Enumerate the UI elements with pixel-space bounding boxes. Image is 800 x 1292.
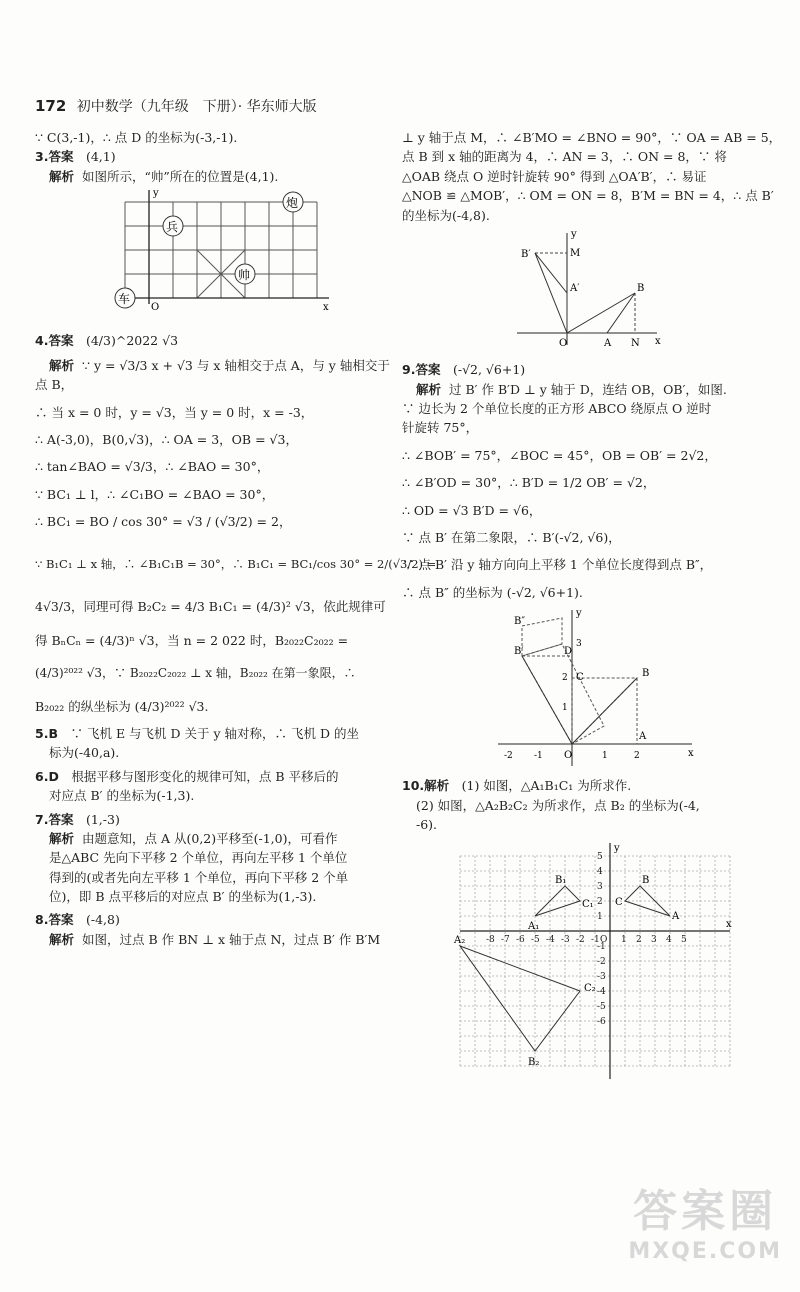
analysis-line: -6). — [416, 817, 438, 833]
b-label: B — [642, 874, 650, 886]
analysis-line: ∴ OD = √3 B′D = √6， — [402, 502, 542, 518]
text-line: 的坐标为(-4,8). — [402, 207, 490, 223]
question-8 — [35, 910, 385, 949]
y-tick-label: -1 — [597, 941, 606, 952]
analysis-line: ∵ BC₁ ⊥ l，∴ ∠C₁BO = ∠BAO = 30°， — [35, 486, 275, 502]
x-tick: -1 — [534, 751, 543, 761]
analysis-line: (2) 如图，△A₂B₂C₂ 为所求作，点 B₂ 的坐标为(-4, — [416, 797, 700, 813]
question-number: 6.D — [35, 768, 59, 784]
analysis-label: 解析 — [49, 931, 75, 947]
text-line: ∵ C(3,-1)，∴ 点 D 的坐标为(-3,-1). — [35, 130, 238, 145]
y-axis-label: y — [153, 188, 159, 200]
analysis-line: 点 B， — [35, 377, 74, 393]
analysis-line: ∴ tan∠BAO = √3/3，∴ ∠BAO = 30°， — [35, 459, 270, 475]
x-tick: 1 — [602, 751, 608, 761]
question-5 — [35, 724, 385, 763]
x-tick-label: 5 — [681, 934, 687, 945]
question-6 — [35, 767, 385, 806]
y-tick-label: 2 — [597, 896, 603, 907]
a-label: A — [604, 337, 612, 349]
x-tick-label: 2 — [636, 934, 642, 945]
text-line: 根据平移与图形变化的规律可知，点 B 平移后的 — [71, 768, 339, 784]
page-number: 172 — [35, 97, 67, 115]
b2-label: B₂ — [528, 1056, 540, 1068]
question-number: 10.解析 — [402, 778, 450, 794]
x-tick-label: 3 — [651, 934, 657, 945]
analysis-text: 如图所示，“帅”所在的位置是(4,1). — [82, 168, 279, 184]
chessboard-figure — [105, 186, 335, 321]
c2-label: C₂ — [584, 982, 596, 994]
analysis-line: ∴ BC₁ = BO / cos 30° = √3 / (√3/2) = 2， — [35, 514, 292, 530]
x-tick-label: 4 — [666, 934, 672, 945]
y-tick: 3 — [576, 639, 582, 649]
analysis-line: ∵ y = √3/3 x + √3 与 x 轴相交于点 A，与 y 轴相交于 — [82, 357, 390, 373]
text-line: ∵ 飞机 E 与飞机 D 关于 y 轴对称，∴ 飞机 D 的坐 — [70, 726, 359, 742]
y-axis-label: y — [571, 228, 577, 240]
x-axis-label: x — [655, 335, 661, 347]
text-line: 如图，过点 B 作 BN ⊥ x 轴于点 N，过点 B′ 作 B′M — [82, 931, 381, 947]
analysis-line: ∴ 当 x = 0 时，y = √3，当 y = 0 时，x = -3， — [35, 404, 314, 420]
y-tick-label: -2 — [597, 956, 606, 967]
b-prime-label: B′ — [514, 646, 524, 657]
analysis-line: 4√3/3，同理可得 B₂C₂ = 4/3 B₁C₁ = (4/3)² √3，依此规律可 — [35, 599, 386, 615]
analysis-line: ∵ B₁C₁ ⊥ x 轴，∴ ∠B₁C₁B = 30°，∴ B₁C₁ = BC₁/cos 30° = 2/(√3/2) = — [35, 556, 437, 571]
y-tick-label: 5 — [597, 851, 603, 862]
right-column — [402, 128, 780, 1094]
x-tick-label: -6 — [516, 934, 525, 945]
analysis-line: ∴ 点 B″ 的坐标为 (-√2, √6+1). — [402, 584, 583, 600]
book-title: 初中数学（九年级 下册）· 华东师大版 — [76, 99, 317, 115]
text-line: △OAB 绕点 O 逆时针旋转 90° 得到 △OA′B′，∴ 易证 — [402, 168, 707, 184]
analysis-line: ∵ 边长为 2 个单位长度的正方形 ABCO 绕原点 O 逆时 — [402, 401, 712, 416]
b1-label: B₁ — [555, 874, 567, 886]
question-9 — [402, 360, 780, 602]
text-line: 得到的(或者先向左平移 1 个单位，再向下平移 2 个单 — [49, 869, 349, 885]
analysis-label: 解析 — [49, 830, 75, 846]
watermark — [628, 1175, 782, 1264]
text-line: 是△ABC 先向下平移 2 个单位，再向左平移 1 个单位 — [49, 850, 348, 866]
x-tick-label: -8 — [486, 934, 495, 945]
x-tick-label: -5 — [531, 934, 540, 945]
coordinate-grid-figure — [450, 839, 740, 1089]
a-label: A — [639, 731, 647, 742]
y-tick-label: 1 — [597, 911, 603, 922]
answer: (4/3)^2022 √3 — [85, 332, 179, 348]
x-tick-label: -3 — [561, 934, 570, 945]
page-header — [35, 96, 317, 116]
question-number: 8.答案 — [35, 912, 74, 928]
a2-label: A₂ — [454, 934, 466, 946]
b-prime-label: B′ — [521, 248, 531, 260]
analysis-line: 过 B′ 作 B′D ⊥ y 轴于 D，连结 OB，OB′，如图. — [449, 381, 727, 397]
text-line: 由题意知，点 A 从(0,2)平移至(-1,0)，可看作 — [82, 830, 338, 846]
question-number: 5.B — [35, 726, 58, 742]
analysis-line: ∴ A(-3,0)，B(0,√3)，∴ OA = 3，OB = √3， — [35, 432, 298, 447]
analysis-label: 解析 — [49, 357, 75, 373]
answer: (4,1) — [85, 149, 116, 165]
text-line: 位)，即 B 点平移后的对应点 B′ 的坐标为(1,-3). — [49, 889, 317, 905]
d-label: D — [564, 646, 573, 657]
c1-label: C₁ — [582, 898, 594, 910]
analysis-line: ∴ ∠BOB′ = 75°，∠BOC = 45°，OB = OB′ = 2√2， — [402, 447, 717, 463]
y-tick: 1 — [562, 703, 568, 713]
question-3 — [35, 147, 385, 326]
analysis-line: (1) 如图，△A₁B₁C₁ 为所求作. — [461, 778, 632, 794]
m-label: M — [570, 247, 581, 259]
origin-label: O — [600, 934, 608, 945]
y-axis-label: y — [614, 842, 620, 854]
x-axis-label: x — [726, 918, 732, 930]
rotation-figure — [507, 225, 707, 355]
origin-label: O — [151, 302, 160, 314]
question-number: 9.答案 — [402, 362, 441, 378]
question-10 — [402, 776, 780, 834]
x-tick-label: 1 — [621, 934, 627, 945]
analysis-line: ∵ 点 B′ 沿 y 轴方向向上平移 1 个单位长度得到点 B″， — [402, 557, 713, 573]
y-tick: 2 — [562, 673, 568, 683]
shuai-piece: 帅 — [238, 268, 251, 283]
x-axis-label: x — [323, 302, 329, 314]
square-rotation-figure — [492, 606, 712, 771]
analysis-label: 解析 — [416, 381, 442, 397]
text-line: 对应点 B′ 的坐标为(-1,3). — [49, 788, 195, 804]
n-label: N — [631, 337, 640, 349]
question-number: 4.答案 — [35, 332, 74, 348]
y-tick-label: 3 — [597, 881, 603, 892]
analysis-line: ∴ ∠B′OD = 30°，∴ B′D = 1/2 OB′ = √2， — [402, 475, 656, 491]
analysis-line: B₂₀₂₂ 的纵坐标为 (4/3)²⁰²² √3. — [35, 698, 209, 714]
y-tick-label: -4 — [597, 986, 606, 997]
y-axis-label: y — [576, 608, 582, 619]
x-axis-label: x — [688, 748, 694, 759]
x-tick: -2 — [504, 751, 513, 761]
text-line: 标为(-40,a). — [49, 745, 120, 761]
y-tick-label: -5 — [597, 1001, 606, 1012]
c-label: C — [615, 896, 623, 908]
x-tick-label: -7 — [501, 934, 510, 945]
a1-label: A₁ — [528, 920, 540, 932]
x-tick-label: -1 — [591, 934, 600, 945]
analysis-line: ∵ 点 B′ 在第二象限，∴ B′(-√2, √6)， — [402, 529, 621, 545]
analysis-line: 针旋转 75°， — [402, 420, 479, 436]
analysis-label: 解析 — [49, 168, 75, 184]
text-line: 点 B 到 x 轴的距离为 4，∴ AN = 3，∴ ON = 8，∵ 将 — [402, 149, 727, 165]
text-line: △NOB ≌ △MOB′，∴ OM = ON = 8，B′M = BN = 4，∴ 点 B′ — [402, 188, 774, 204]
b-label: B — [642, 668, 650, 679]
analysis-line: 得 BₙCₙ = (4/3)ⁿ √3，当 n = 2 022 时，B₂₀₂₂C₂₀₂₂ = — [35, 632, 349, 648]
answer: (-4,8) — [85, 912, 120, 928]
text-line: ⊥ y 轴于点 M，∴ ∠B′MO = ∠BNO = 90°，∵ OA = AB = 5， — [402, 130, 782, 145]
question-number: 3.答案 — [35, 149, 74, 165]
origin-label: O — [564, 750, 573, 761]
question-number: 7.答案 — [35, 811, 74, 827]
answer: (-√2, √6+1) — [452, 362, 526, 378]
ju-piece: 车 — [118, 292, 131, 307]
origin-label: O — [559, 337, 568, 349]
bing-piece: 兵 — [166, 220, 179, 235]
pao-piece: 炮 — [286, 196, 299, 211]
analysis-line: (4/3)²⁰²² √3，∵ B₂₀₂₂C₂₀₂₂ ⊥ x 轴，B₂₀₂₂ 在第一象限，∴ — [35, 666, 356, 681]
a-label: A — [672, 910, 680, 922]
b-label: B — [637, 282, 645, 294]
x-tick-label: -4 — [546, 934, 555, 945]
a-prime-label: A′ — [570, 282, 580, 294]
x-tick-label: -2 — [576, 934, 585, 945]
y-tick-label: -3 — [597, 971, 606, 982]
y-tick-label: 4 — [597, 866, 603, 877]
c-label: C — [576, 672, 584, 683]
b-double-prime-label: B″ — [514, 616, 526, 627]
y-tick-label: -6 — [597, 1016, 606, 1027]
watermark-text: 答案圈 — [633, 1186, 778, 1237]
x-tick: 2 — [634, 751, 640, 761]
watermark-url: MXQE.COM — [628, 1239, 782, 1264]
question-7 — [35, 810, 385, 907]
answer: (1,-3) — [85, 811, 120, 827]
